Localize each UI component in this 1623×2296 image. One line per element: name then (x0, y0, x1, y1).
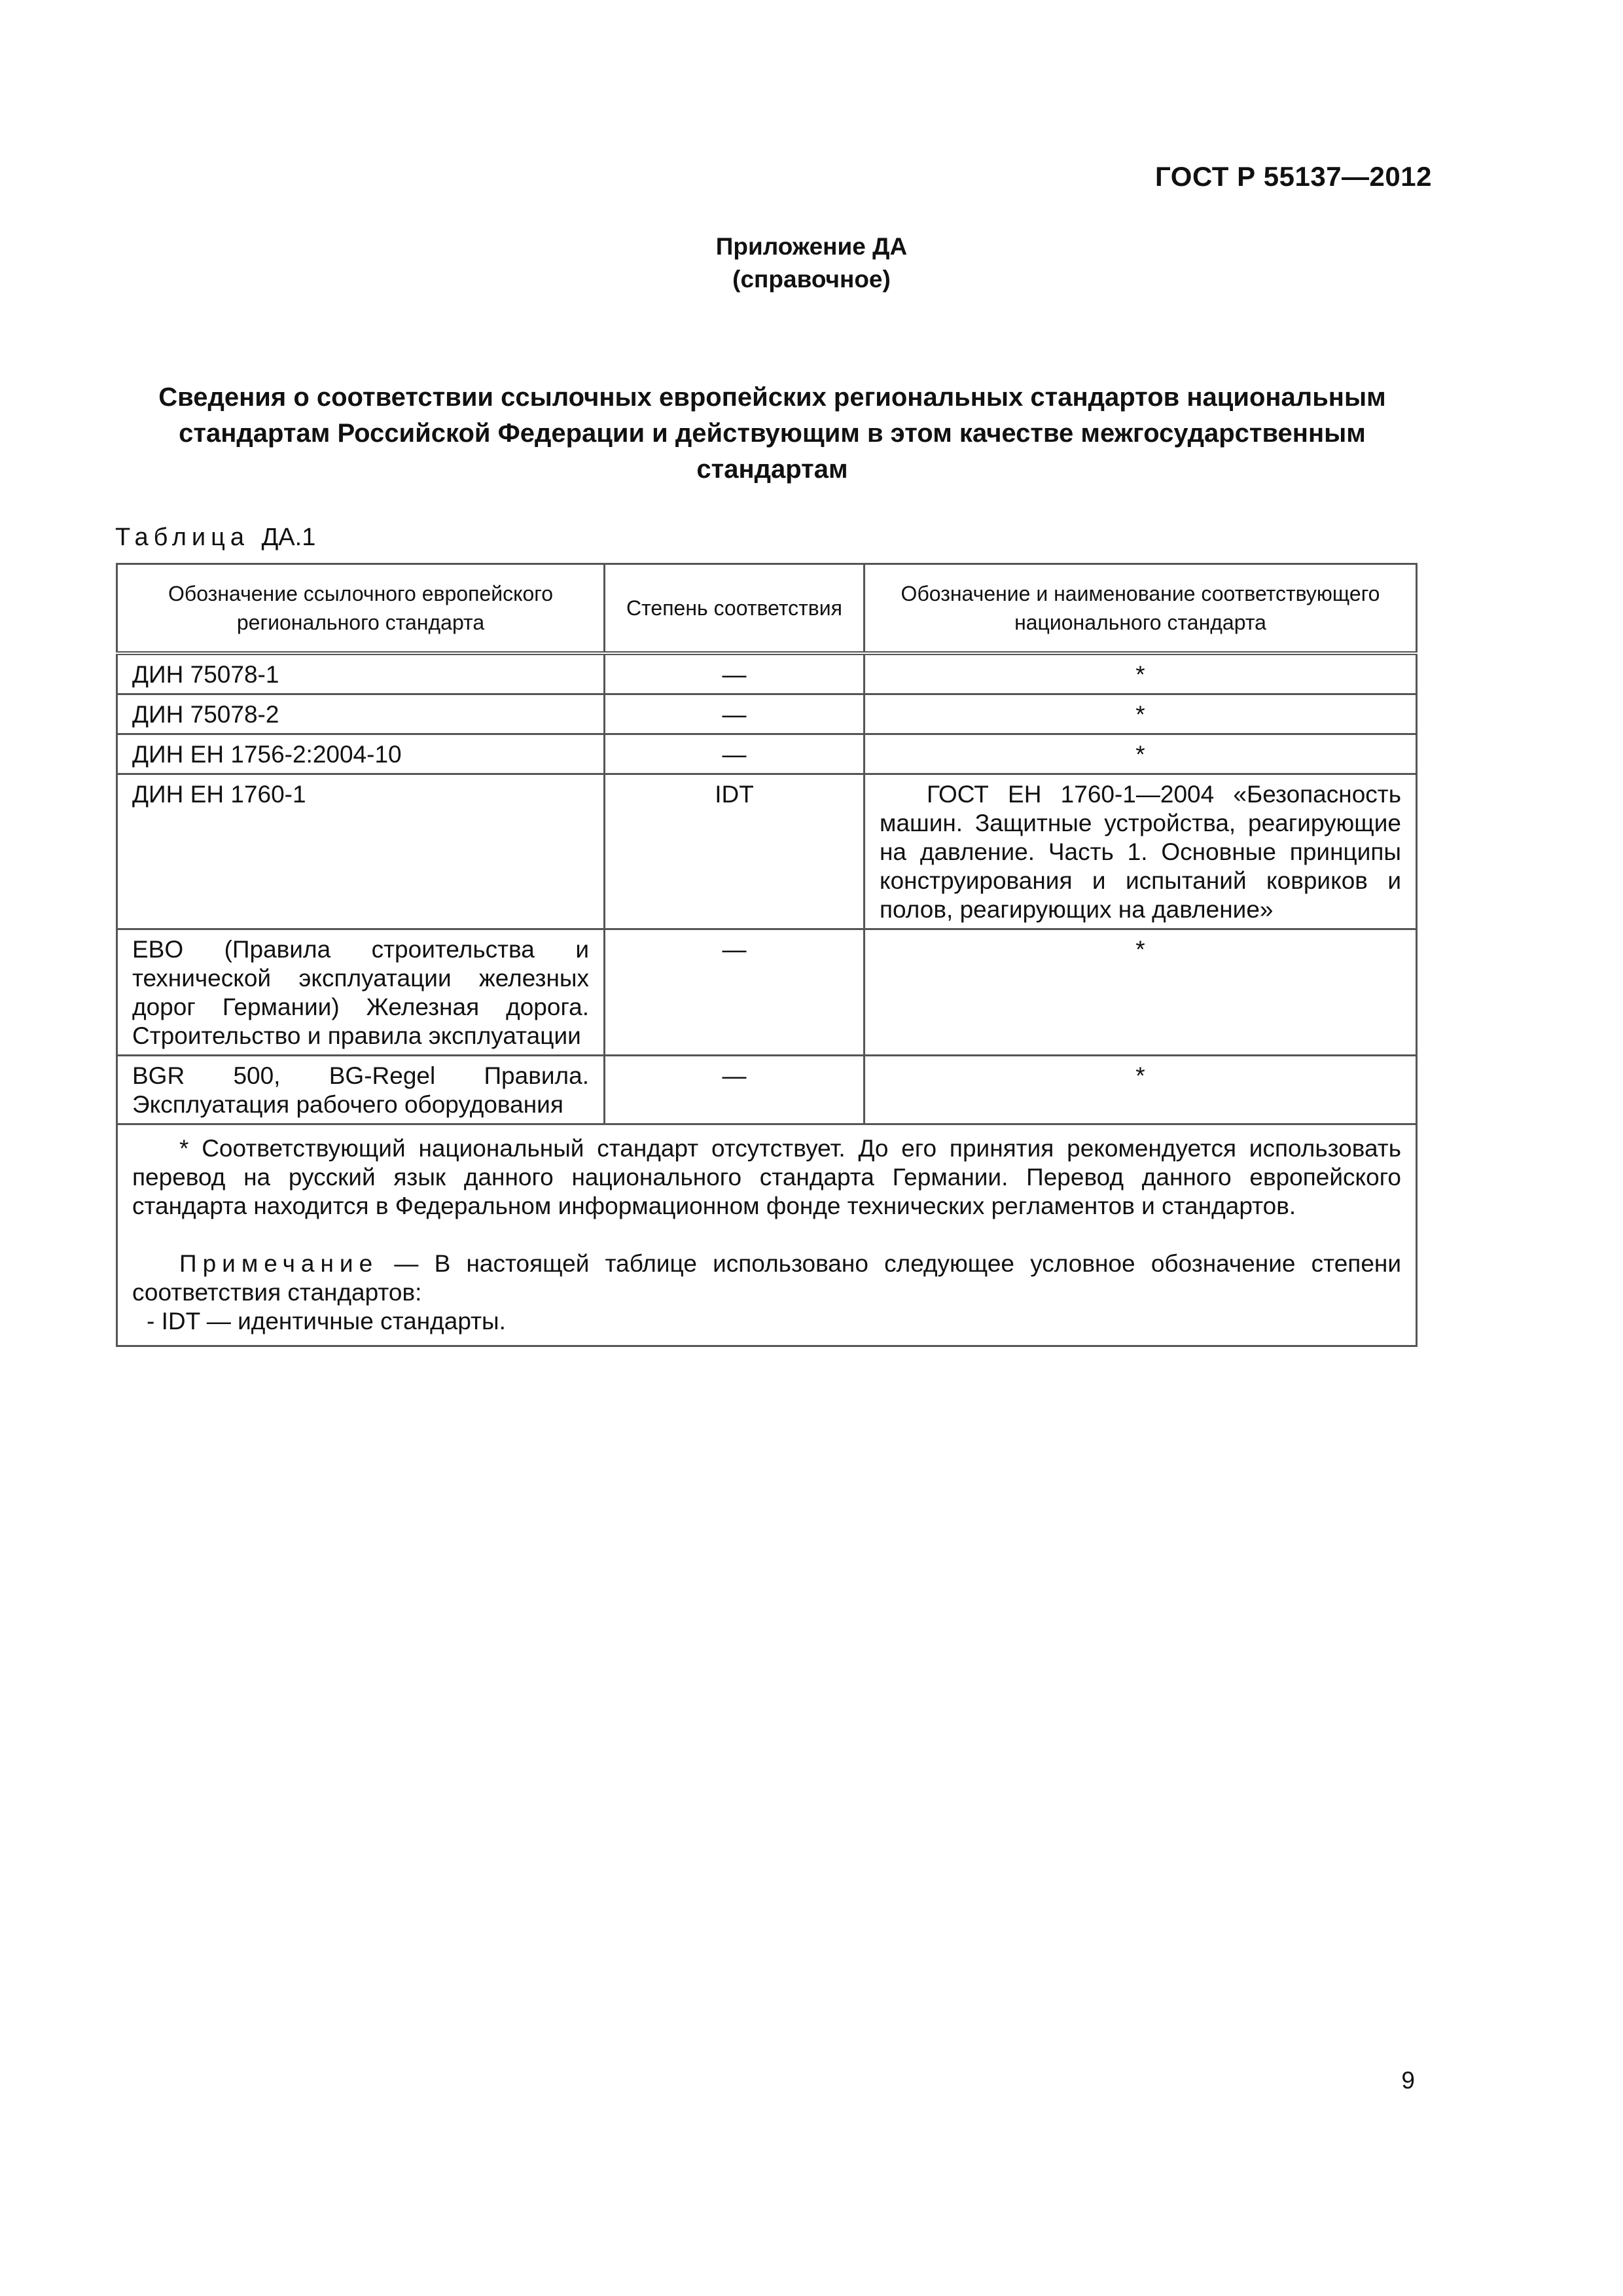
table-caption (115, 524, 315, 552)
table-note (132, 1249, 1401, 1307)
cell-degree: — (605, 929, 865, 1056)
table-row (117, 653, 1417, 694)
cell-national: * (865, 653, 1417, 694)
cell-national: * (865, 734, 1417, 774)
table-row (117, 694, 1417, 734)
cell-national: * (865, 929, 1417, 1056)
cell-degree: IDT (605, 774, 865, 929)
table-row (117, 1056, 1417, 1124)
table-row (117, 734, 1417, 774)
cell-reference: ДИН ЕН 1756-2:2004-10 (117, 734, 605, 774)
appendix-type: (справочное) (732, 266, 891, 293)
cell-national: * (865, 1056, 1417, 1124)
note-label: Примечание (179, 1250, 379, 1277)
table-footnote: * Соответствующий национальный стандарт отсутствует. До его принятия рекомендуется использовать перевод на русский язык данного национального стандарта Германии. Перевод данного европейского стандарта находится в Федеральном информационном фонде технических регламентов и стандартов. (132, 1135, 1401, 1219)
cell-reference: ДИН 75078-2 (117, 694, 605, 734)
cell-reference: BGR 500, BG-Regel Правила. Эксплуатация рабочего оборудования (117, 1056, 605, 1124)
table-caption-number: ДА.1 (261, 524, 316, 551)
cell-national: * (865, 694, 1417, 734)
cell-reference: ДИН 75078-1 (117, 653, 605, 694)
cell-reference: ДИН ЕН 1760-1 (117, 774, 605, 929)
cell-degree: — (605, 734, 865, 774)
cell-degree: — (605, 1056, 865, 1124)
column-header-national: Обозначение и наименование соответствующего национального стандарта (865, 564, 1417, 654)
document-designation: ГОСТ Р 55137—2012 (1155, 161, 1432, 192)
cell-reference: EBO (Правила строительства и технической эксплуатации железных дорог Германии) Железная дорога. Строительство и правила эксплуатации (117, 929, 605, 1056)
table-row (117, 774, 1417, 929)
table-row (117, 929, 1417, 1056)
table-caption-label: Таблица (115, 524, 249, 551)
table-footer-row (117, 1124, 1417, 1346)
note-text: — В настоящей таблице использовано следующее условное обозначение степени соответствия стандартов: (132, 1250, 1401, 1306)
column-header-degree: Степень соответствия (605, 564, 865, 654)
cell-national (865, 774, 1417, 929)
column-header-reference: Обозначение ссылочного европейского регионального стандарта (117, 564, 605, 654)
cell-degree: — (605, 694, 865, 734)
page-number: 9 (1401, 2067, 1415, 2094)
table-header-row (117, 564, 1417, 654)
appendix-heading (0, 230, 1623, 296)
section-title: Сведения о соответствии ссылочных европейских региональных стандартов национальным стандартам Российской Федерации и действующим в этом качестве межгосударственным стандартам (158, 383, 1386, 484)
cell-degree: — (605, 653, 865, 694)
correspondence-table (116, 563, 1418, 1347)
table-footer (117, 1124, 1417, 1346)
appendix-title: Приложение ДА (715, 233, 908, 260)
note-list-item: - IDT — идентичные стандарты. (147, 1308, 506, 1335)
cell-national-text: ГОСТ ЕН 1760-1—2004 «Безопасность машин. Защитные устройства, реагирующие на давление. Часть 1. Основные принципы конструирования и испытаний ковриков и полов, реагирующих на давление» (880, 781, 1401, 923)
